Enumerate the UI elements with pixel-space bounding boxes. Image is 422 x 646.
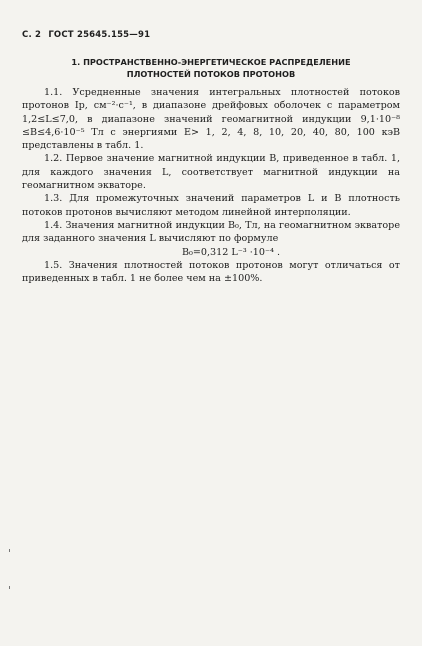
paragraph-block	[22, 86, 400, 285]
section-title-line-2: ПЛОТНОСТЕЙ ПОТОКОВ ПРОТОНОВ	[126, 69, 296, 79]
scan-mark	[9, 586, 10, 589]
page-number: С. 2	[22, 30, 42, 40]
paragraph-1-4: 1.4. Значения магнитной индукции B₀, Тл, на геомагнитном экваторе для заданного значения L вычисляют по формуле	[22, 219, 400, 245]
paragraph-1-5: 1.5. Значения плотностей потоков протонов могут отличаться от приведенных в табл. 1 не более чем на ±100%.	[22, 259, 400, 285]
formula-b0: B₀=0,312 L⁻³ ·10⁻⁴ .	[181, 246, 281, 258]
scan-mark	[9, 549, 10, 552]
section-title-line-1: 1. ПРОСТРАНСТВЕННО-ЭНЕРГЕТИЧЕСКОЕ РАСПРЕДЕЛЕНИЕ	[71, 57, 351, 67]
section-title	[40, 56, 382, 80]
page-header	[22, 30, 154, 40]
paragraph-1-2: 1.2. Первое значение магнитной индукции B, приведенное в табл. 1, для каждого значения L, соответствует магнитной индукции на геомагнитном экваторе.	[22, 153, 400, 192]
standard-number: ГОСТ 25645.155—91	[48, 30, 151, 40]
paragraph-1-3: 1.3. Для промежуточных значений параметров L и B плотность потоков протонов вычисляют методом линейной интерполяции.	[22, 193, 400, 218]
paragraph-1-1: 1.1. Усредненные значения интегральных плотностей потоков протонов Ip, см⁻²·с⁻¹, в диапазоне дрейфовых оболочек с параметром 1,2≤L≤7,0, в диапазоне значений геомагнитной индукции 9,1·10⁻⁸ ≤B≤4,6·10⁻⁵ Тл с энергиями E> 1, 2, 4, 8, 10, 20, 40, 80, 100 кэВ представлены в табл. 1.	[22, 87, 400, 152]
